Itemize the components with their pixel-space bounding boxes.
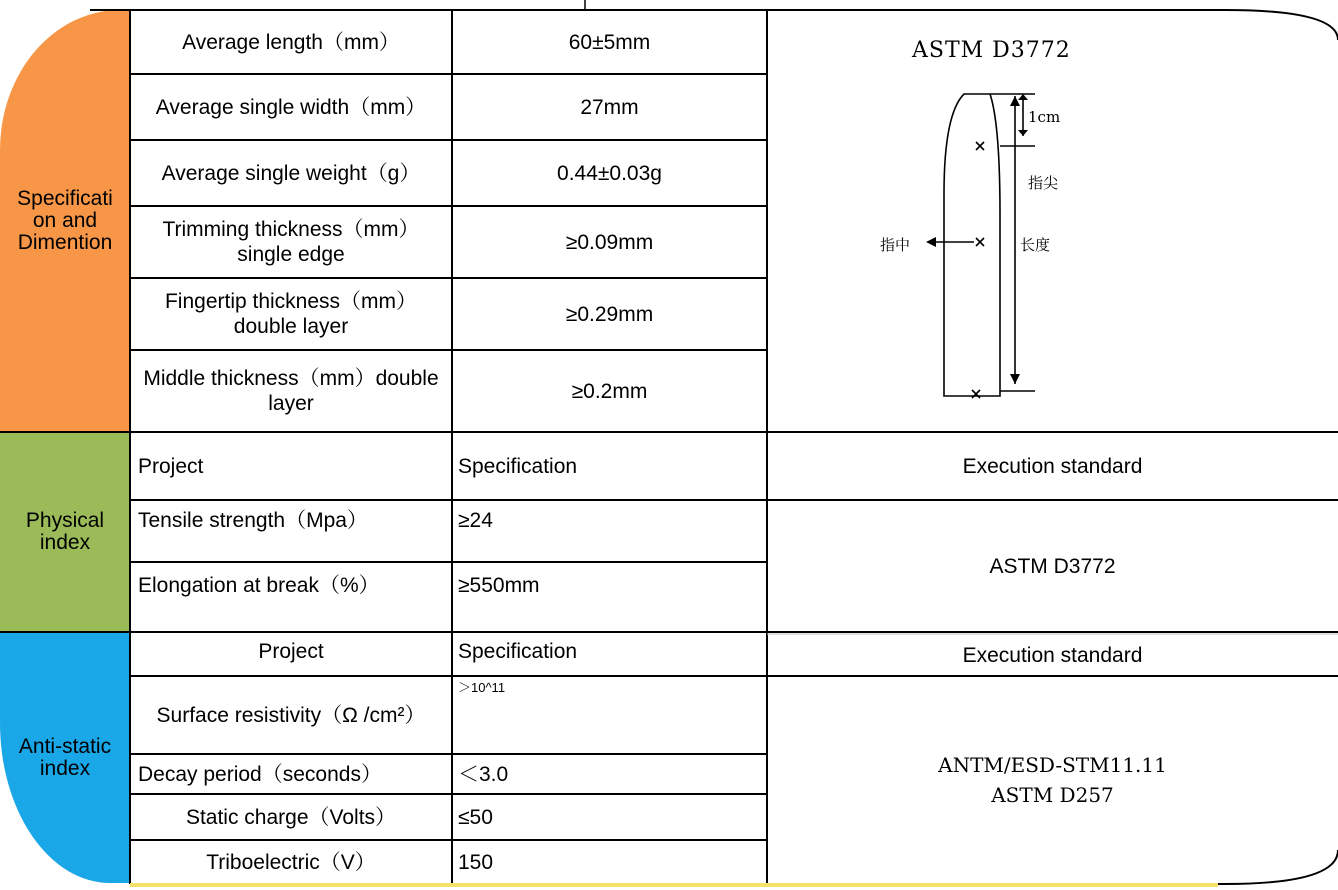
- antistatic-row-decay-spec: ＜3.0: [458, 762, 509, 786]
- spec-item-width: Average single width（mm）: [155, 95, 427, 119]
- category-antistatic-label: Anti-static index: [18, 734, 112, 780]
- spec-value-fingertip: ≥0.29mm: [565, 302, 654, 326]
- antistatic-header-standard: Execution standard: [962, 643, 1143, 667]
- spec-value-middle: ≥0.2mm: [571, 379, 648, 403]
- spec-value-width: 27mm: [580, 95, 639, 119]
- physical-row-tensile-project: Tensile strength（Mpa）: [138, 509, 368, 532]
- spec-item-fingertip: Fingertip thickness（mm）double layer: [164, 290, 418, 338]
- antistatic-row-surface-project: Surface resistivity（Ω /cm²）: [156, 703, 426, 727]
- category-specification-label: Specificati on and Dimention: [17, 187, 113, 254]
- spec-item-length: Average length（mm）: [182, 30, 400, 54]
- spec-value-trimming: ≥0.09mm: [565, 230, 654, 254]
- glove-diagram: [840, 24, 1140, 414]
- glove-outline-drawing: [840, 24, 1140, 414]
- diagram-label-length: 长度: [1020, 237, 1051, 254]
- antistatic-row-surface-spec: ＞10^11: [458, 680, 506, 695]
- spec-item-trimming: Trimming thickness（mm）single edge: [162, 218, 420, 266]
- physical-header-project: Project: [138, 454, 204, 478]
- physical-header-specification: Specification: [458, 454, 578, 478]
- diagram-label-fingertip: 指尖: [1028, 175, 1059, 192]
- physical-header-standard: Execution standard: [962, 454, 1143, 478]
- antistatic-row-tribo-project: Triboelectric（V）: [206, 850, 376, 874]
- physical-row-elongation-spec: ≥550mm: [458, 573, 540, 597]
- bottom-accent-line: [130, 883, 1218, 887]
- category-physical-label: Physical index: [25, 509, 105, 554]
- antistatic-row-decay-project: Decay period（seconds）: [138, 762, 382, 786]
- physical-row-tensile-spec: ≥24: [458, 509, 493, 532]
- spec-item-weight: Average single weight（g）: [161, 161, 421, 185]
- spec-value-length: 60±5mm: [568, 30, 651, 54]
- diagram-title: ASTM D3772: [912, 38, 1071, 63]
- spec-item-middle: Middle thickness（mm）double layer: [143, 367, 439, 415]
- physical-standard: ASTM D3772: [989, 554, 1116, 578]
- diagram-label-1cm: 1cm: [1028, 108, 1061, 126]
- antistatic-header-project: Project: [258, 639, 324, 663]
- spec-value-weight: 0.44±0.03g: [557, 161, 662, 185]
- antistatic-header-specification: Specification: [458, 639, 578, 663]
- diagram-label-middle: 指中: [880, 237, 911, 254]
- antistatic-standard-line1: ANTM/ESD-STM11.11: [938, 753, 1167, 777]
- antistatic-row-tribo-spec: 150: [458, 850, 494, 874]
- antistatic-row-static-spec: ≤50: [458, 805, 493, 829]
- antistatic-row-static-project: Static charge（Volts）: [185, 805, 397, 829]
- physical-row-elongation-project: Elongation at break（%）: [138, 573, 380, 597]
- antistatic-standard-line2: ASTM D257: [991, 783, 1114, 807]
